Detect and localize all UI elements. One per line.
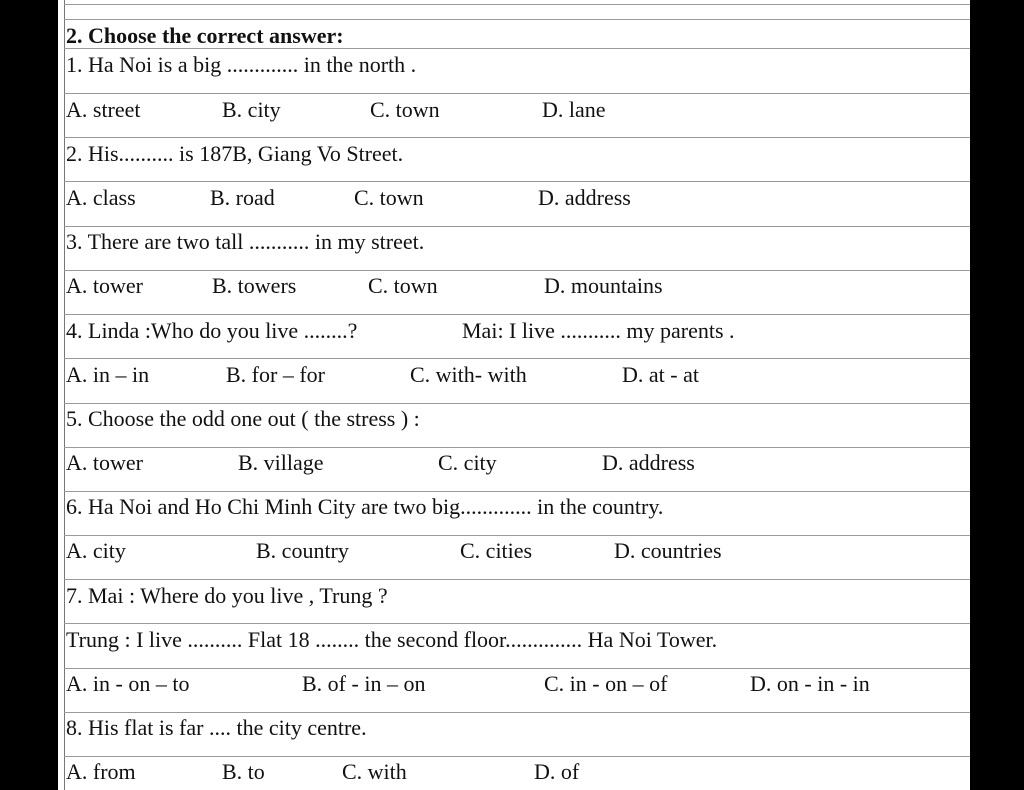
answer-option: A. from	[66, 759, 136, 784]
answer-option: A. in - on – to	[66, 671, 190, 696]
answer-option: A. tower	[66, 450, 143, 475]
answer-option: D. address	[602, 450, 695, 475]
answer-option: C. cities	[460, 538, 533, 563]
answer-option: D. lane	[542, 97, 606, 122]
question-text-part: 4. Linda :Who do you live ........?	[66, 318, 358, 343]
question-row	[64, 139, 1024, 169]
question-row	[64, 227, 1024, 257]
answer-option: D. of	[534, 759, 580, 784]
answer-option: B. to	[222, 759, 265, 784]
answer-option: B. country	[256, 538, 349, 563]
question-text: 6. Ha Noi and Ho Chi Minh City are two big............. in the country.	[66, 494, 664, 519]
table-rule	[64, 181, 970, 182]
answer-option: C. town	[370, 97, 440, 122]
table-rule	[64, 314, 970, 315]
question-text: 8. His flat is far .... the city centre.	[66, 715, 367, 740]
answer-option: A. in – in	[66, 362, 150, 387]
answer-option: D. countries	[614, 538, 722, 563]
answer-option: D. on - in - in	[750, 671, 870, 696]
answer-option: D. mountains	[544, 273, 663, 298]
answer-option: C. with- with	[410, 362, 527, 387]
answer-options-row	[64, 183, 1024, 213]
question-text: Trung : I live .......... Flat 18 ........ the second floor.............. Ha Noi Tower.	[66, 627, 718, 652]
question-text: 2. His.......... is 187B, Giang Vo Street.	[66, 141, 404, 166]
answer-options-row	[64, 536, 1024, 566]
answer-option: D. at - at	[622, 362, 699, 387]
question-text: 7. Mai : Where do you live , Trung ?	[66, 583, 388, 608]
answer-options-row	[64, 669, 1024, 699]
question-row	[64, 581, 1024, 611]
answer-option: B. for – for	[226, 362, 325, 387]
answer-option: A. city	[66, 538, 126, 563]
answer-options-row	[64, 448, 1024, 478]
table-rule	[64, 48, 970, 49]
question-row	[64, 316, 1024, 346]
answer-option: C. town	[354, 185, 424, 210]
answer-option: B. towers	[212, 273, 297, 298]
answer-options-row	[64, 271, 1024, 301]
answer-options-row	[64, 95, 1024, 125]
answer-option: C. town	[368, 273, 438, 298]
table-rule	[64, 579, 970, 580]
answer-option: A. street	[66, 97, 141, 122]
answer-option: D. address	[538, 185, 631, 210]
question-row	[64, 50, 1024, 80]
answer-options-row	[64, 757, 1024, 787]
question-text-part: Mai: I live ........... my parents .	[462, 318, 735, 343]
question-row	[64, 625, 1024, 655]
question-text: 3. There are two tall ........... in my street.	[66, 229, 425, 254]
answer-option: B. city	[222, 97, 281, 122]
exercise-heading	[64, 21, 1024, 51]
answer-option: C. city	[438, 450, 497, 475]
question-row	[64, 713, 1024, 743]
answer-option: A. class	[66, 185, 136, 210]
answer-option: B. road	[210, 185, 275, 210]
answer-option: C. in - on – of	[544, 671, 668, 696]
answer-option: B. of - in – on	[302, 671, 426, 696]
heading-text: 2. Choose the correct answer:	[66, 23, 344, 48]
question-text: 1. Ha Noi is a big ............. in the north .	[66, 52, 417, 77]
answer-option: A. tower	[66, 273, 143, 298]
table-rule	[64, 4, 970, 5]
table-rule	[64, 358, 970, 359]
answer-option: B. village	[238, 450, 324, 475]
table-rule	[64, 93, 970, 94]
table-rule	[64, 137, 970, 138]
answer-options-row	[64, 360, 1024, 390]
answer-option: C. with	[342, 759, 407, 784]
table-rule	[64, 623, 970, 624]
table-rule	[64, 19, 970, 20]
question-row	[64, 404, 1024, 434]
question-row	[64, 492, 1024, 522]
question-text: 5. Choose the odd one out ( the stress ) :	[66, 406, 420, 431]
